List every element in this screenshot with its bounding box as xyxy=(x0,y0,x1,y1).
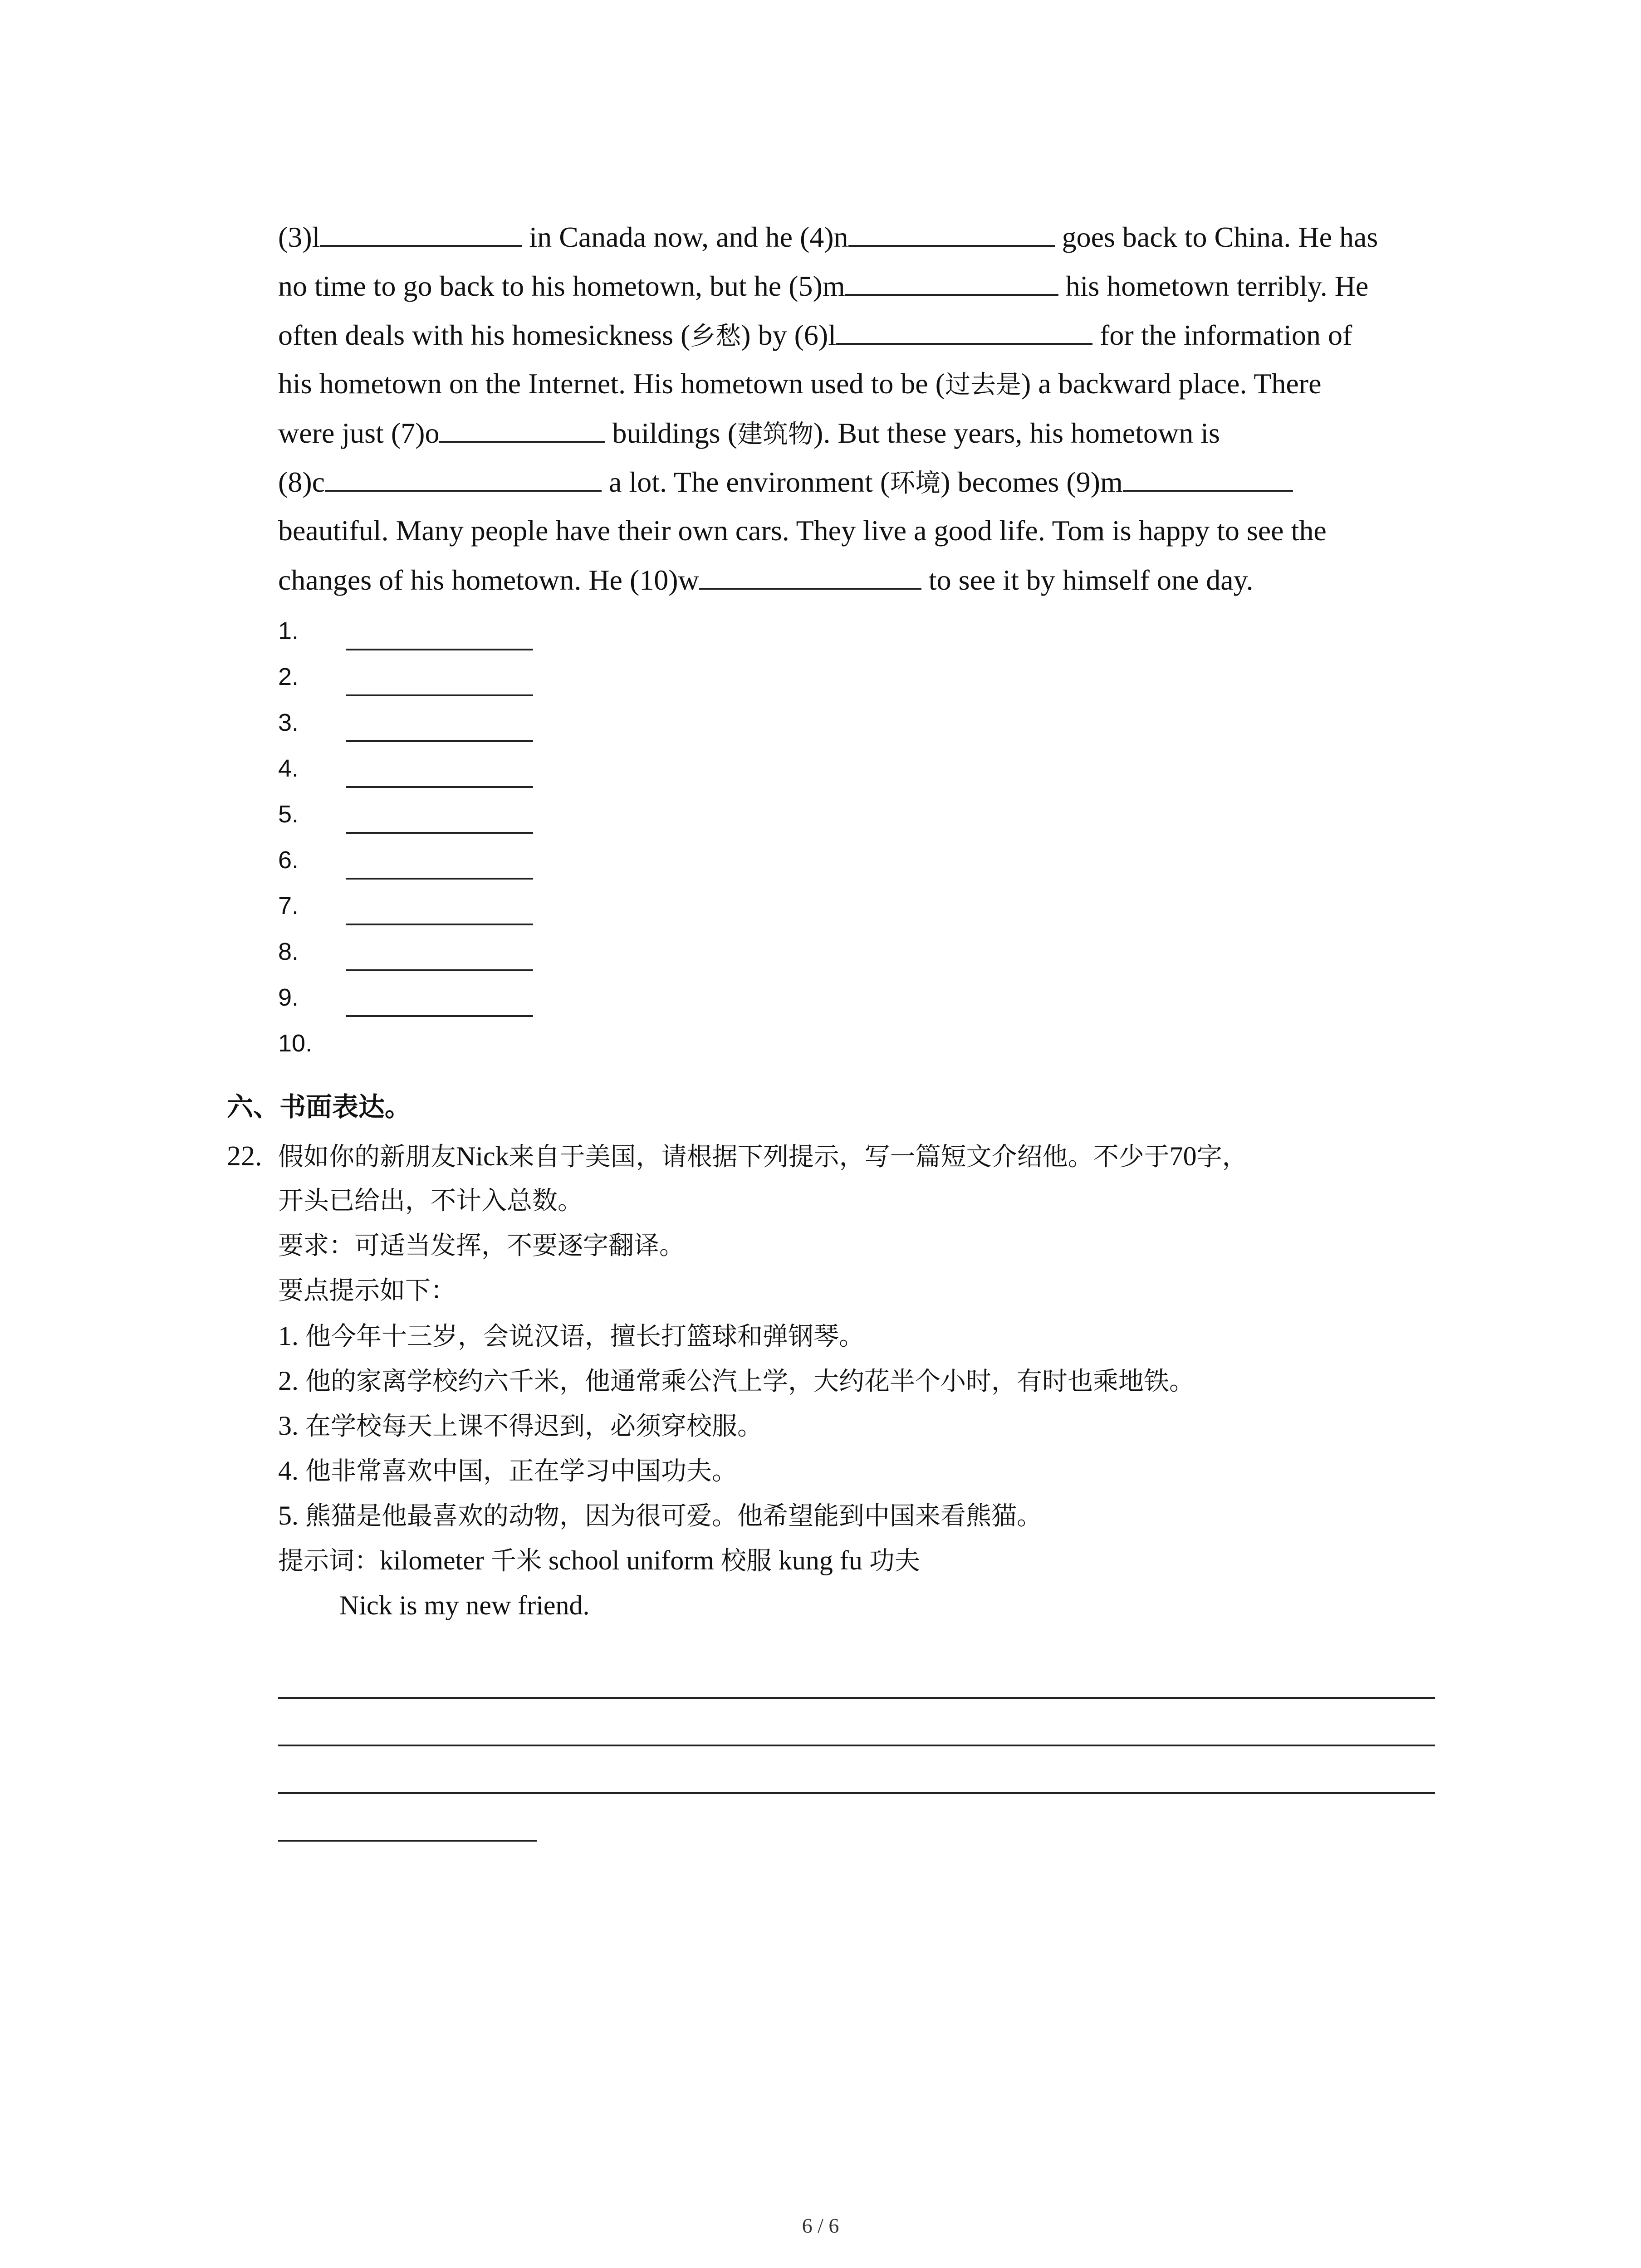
point-item xyxy=(278,1359,1440,1403)
passage-text: a lot. The environment ( xyxy=(602,466,890,498)
answer-row xyxy=(278,653,641,699)
passage-text: beautiful. Many people have their own cars. They live a good life. Tom is happy to see the xyxy=(278,514,1327,547)
passage-text: ). But these years, his hometown is xyxy=(813,417,1220,449)
passage-text: no time to go back to his hometown, but he (5)m xyxy=(278,270,845,302)
answer-row xyxy=(278,973,641,1019)
blank-5[interactable] xyxy=(845,261,1058,296)
point-item xyxy=(278,1314,1440,1359)
hint-word: kung fu xyxy=(771,1545,869,1575)
point-number: 3. xyxy=(278,1411,299,1441)
passage-line xyxy=(278,261,1421,310)
hint-words xyxy=(278,1538,1440,1583)
blank-8[interactable] xyxy=(325,457,602,492)
answer-number: 10. xyxy=(278,1030,313,1057)
answer-row xyxy=(278,790,641,836)
answer-number: 3. xyxy=(278,709,299,736)
question-text: 来自于美国，请根据下列提示，写一篇短文介绍他。不少于 xyxy=(509,1142,1170,1172)
blank-6[interactable] xyxy=(836,310,1092,345)
answer-number: 4. xyxy=(278,755,299,782)
point-number: 4. xyxy=(278,1456,299,1486)
hint-gloss: 校服 xyxy=(720,1546,772,1576)
answer-number: 9. xyxy=(278,984,299,1011)
writing-area[interactable] xyxy=(278,1651,1435,1842)
answer-line[interactable] xyxy=(346,649,533,650)
essay-start: Nick is my new friend. xyxy=(339,1590,590,1620)
writing-line[interactable] xyxy=(278,1794,537,1842)
answer-line[interactable] xyxy=(346,832,533,834)
point-text: 熊猫是他最喜欢的动物，因为很可爱。他希望能到中国来看熊猫。 xyxy=(305,1501,1042,1531)
passage-text: his hometown terribly. He xyxy=(1058,270,1369,302)
page-number: 6 / 6 xyxy=(802,2214,839,2237)
answer-row xyxy=(278,607,641,653)
passage-line xyxy=(278,506,1421,555)
chinese-gloss: 乡愁 xyxy=(690,322,741,351)
answer-row xyxy=(278,836,641,882)
passage-text: in Canada now, and he (4)n xyxy=(522,221,848,253)
point-text: 在学校每天上课不得迟到，必须穿校服。 xyxy=(305,1412,763,1441)
answer-number: 2. xyxy=(278,663,299,690)
answer-row xyxy=(278,928,641,973)
question-text: 70 xyxy=(1169,1141,1197,1171)
writing-line[interactable] xyxy=(278,1651,1435,1699)
passage-text: ) by (6)l xyxy=(741,319,836,351)
point-item xyxy=(278,1403,1440,1448)
hint-word: school uniform xyxy=(541,1545,721,1575)
point-text: 他的家离学校约六千米，他通常乘公汽上学，大约花半个小时，有时也乘地铁。 xyxy=(305,1367,1195,1396)
blank-9[interactable] xyxy=(1123,457,1293,492)
question-body xyxy=(278,1134,1440,1628)
hint-gloss: 功夫 xyxy=(869,1546,920,1576)
passage-text: ) a backward place. There xyxy=(1021,367,1322,400)
question-line xyxy=(278,1134,1440,1179)
answer-line[interactable] xyxy=(346,878,533,880)
passage-text: (3)l xyxy=(278,221,320,253)
blank-3[interactable] xyxy=(320,212,522,247)
point-number: 2. xyxy=(278,1366,299,1396)
passage-text: for the information of xyxy=(1092,319,1352,351)
answer-line[interactable] xyxy=(346,694,533,696)
passage-text: buildings ( xyxy=(605,417,737,449)
question-text: Nick xyxy=(456,1141,509,1171)
answer-row xyxy=(278,882,641,928)
point-item xyxy=(278,1448,1440,1493)
passage-text: his hometown on the Internet. His hometown used to be ( xyxy=(278,367,945,400)
answer-row xyxy=(278,744,641,790)
hint-gloss: 千米 xyxy=(490,1546,542,1576)
passage-line xyxy=(278,555,1421,604)
passage-text: ) becomes (9)m xyxy=(941,466,1123,498)
chinese-gloss: 环境 xyxy=(890,469,941,498)
passage-line xyxy=(278,457,1421,506)
writing-line[interactable] xyxy=(278,1699,1435,1746)
point-item xyxy=(278,1493,1440,1538)
points-title: 要点提示如下： xyxy=(278,1276,456,1305)
blank-7[interactable] xyxy=(439,408,605,443)
hint-label: 提示词： xyxy=(278,1546,380,1576)
passage-line xyxy=(278,359,1421,408)
answer-number: 5. xyxy=(278,801,299,828)
question-text: 假如你的新朋友 xyxy=(278,1142,456,1172)
answer-line[interactable] xyxy=(346,1015,533,1017)
passage-text: to see it by himself one day. xyxy=(921,564,1254,596)
question-text: 字， xyxy=(1196,1142,1248,1172)
passage-text: changes of his hometown. He (10)w xyxy=(278,564,699,596)
passage-line xyxy=(278,212,1421,261)
blank-10[interactable] xyxy=(699,555,921,590)
question-number: 22. xyxy=(227,1141,262,1172)
answer-line[interactable] xyxy=(346,924,533,925)
question-line: 开头已给出，不计入总数。 xyxy=(278,1186,583,1216)
point-text: 他非常喜欢中国，正在学习中国功夫。 xyxy=(305,1457,737,1486)
answer-row xyxy=(278,1019,641,1065)
hint-word: kilometer xyxy=(380,1545,491,1575)
passage-text: often deals with his homesickness ( xyxy=(278,319,691,351)
answer-line[interactable] xyxy=(346,969,533,971)
point-number: 1. xyxy=(278,1321,299,1351)
cloze-passage xyxy=(278,212,1421,604)
answer-number: 7. xyxy=(278,892,299,919)
answer-number: 1. xyxy=(278,617,299,645)
passage-line xyxy=(278,310,1421,359)
answer-number: 8. xyxy=(278,938,299,965)
point-text: 他今年十三岁，会说汉语，擅长打篮球和弹钢琴。 xyxy=(305,1322,864,1351)
passage-text: were just (7)o xyxy=(278,417,440,449)
writing-line[interactable] xyxy=(278,1746,1435,1794)
passage-line xyxy=(278,408,1421,457)
passage-text: (8)c xyxy=(278,466,325,498)
section-title: 六、书面表达。 xyxy=(227,1091,411,1122)
answer-number: 6. xyxy=(278,846,299,874)
chinese-gloss: 建筑物 xyxy=(737,420,813,449)
passage-text: goes back to China. He has xyxy=(1054,221,1378,253)
blank-4[interactable] xyxy=(848,212,1055,247)
requirement: 要求：可适当发挥，不要逐字翻译。 xyxy=(278,1231,685,1261)
answer-line[interactable] xyxy=(346,786,533,788)
answer-list xyxy=(278,607,641,1065)
answer-row xyxy=(278,699,641,744)
point-number: 5. xyxy=(278,1501,299,1530)
answer-line[interactable] xyxy=(346,740,533,742)
chinese-gloss: 过去是 xyxy=(945,370,1021,400)
